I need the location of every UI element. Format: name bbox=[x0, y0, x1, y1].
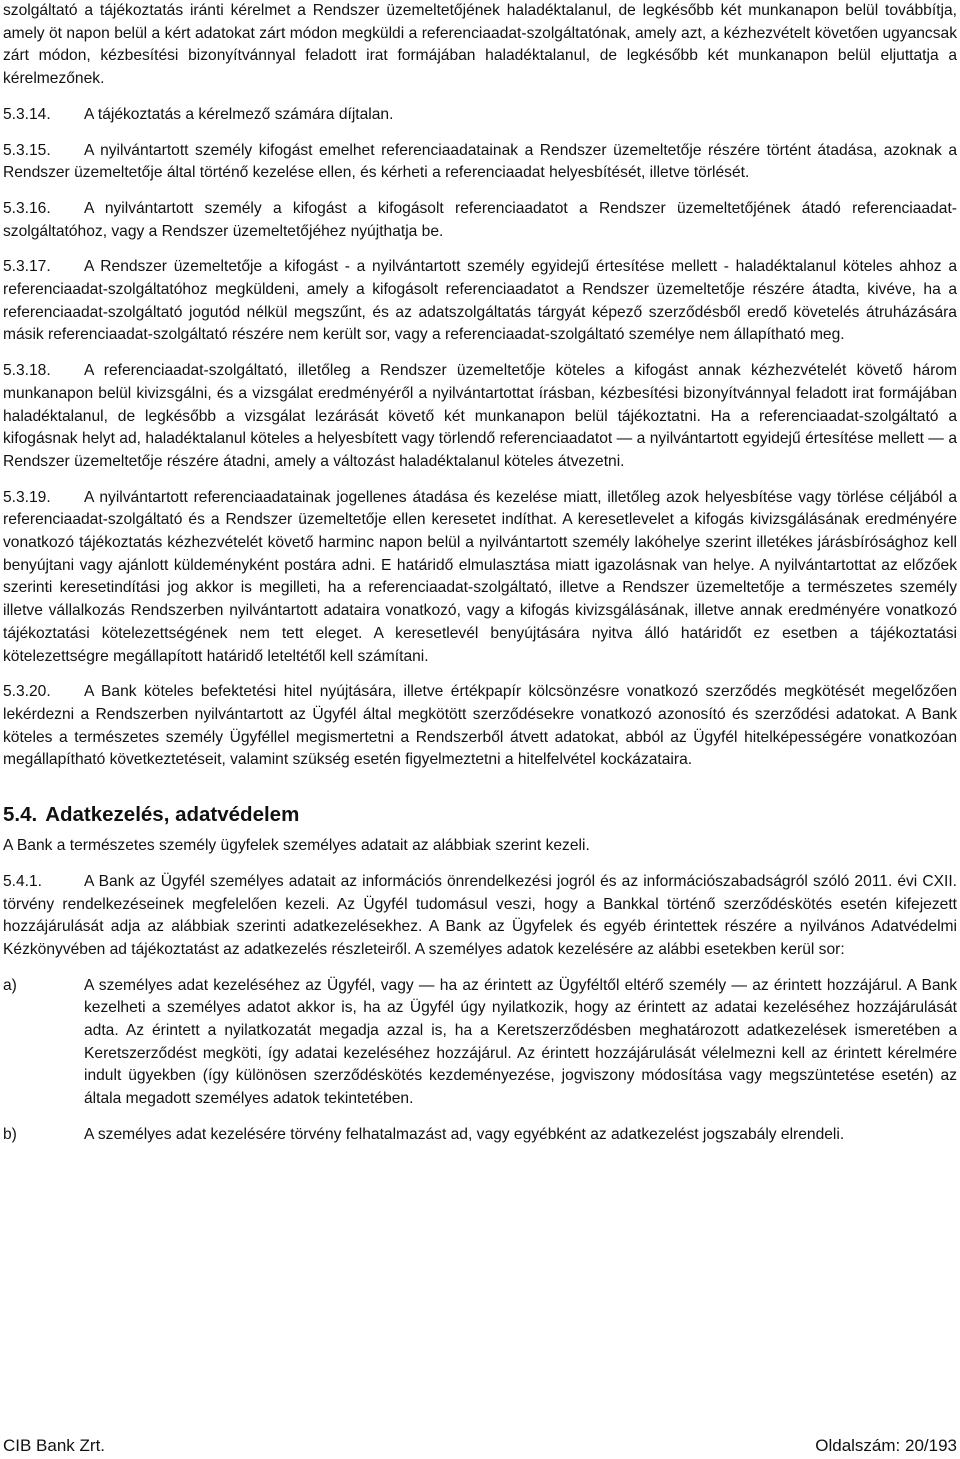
section-title: Adatkezelés, adatvédelem bbox=[45, 803, 300, 827]
footer-company: CIB Bank Zrt. bbox=[3, 1436, 106, 1455]
paragraph-number: 5.3.18. bbox=[3, 362, 51, 380]
paragraph-5-3-17 bbox=[3, 256, 957, 347]
paragraph-5-3-16 bbox=[3, 198, 957, 243]
paragraph-number: 5.3.20. bbox=[3, 683, 51, 701]
page-footer bbox=[3, 1435, 957, 1457]
paragraph-5-3-14 bbox=[3, 104, 957, 127]
paragraph-5-3-15 bbox=[3, 140, 957, 185]
paragraph-5-3-18 bbox=[3, 360, 957, 474]
list-item-text: A személyes adat kezeléséhez az Ügyfél, vagy — ha az érintett az Ügyféltől eltérő személy — az érintett hozzájárul. A Bank kezelheti a személyes adatot akkor is, ha az Ügyfél úgy nyilatkozik, hogy az érintett az adatai kezeléséhez hozzájárulását adta. Az érintett a nyilatkozatát megadja azzal is, ha a Keretszerződésben meghatározott adatkezelések ismeretében a Keretszerződést megköti, így adatai kezeléséhez hozzájárul. Az érintett hozzájárulását vélelmezni kell az érintett kérelmére indult ügyekben (így különösen szerződéskötés kezdeményezése, jogviszony módosítása vagy megszüntetése esetén) az általa megadott személyes adatok tekintetében. bbox=[84, 976, 957, 1108]
section-number: 5.4. bbox=[3, 803, 38, 827]
list-item-text: A személyes adat kezelésére törvény felhatalmazást ad, vagy egyébként az adatkezelést jogszabály elrendeli. bbox=[84, 1125, 845, 1143]
document-page bbox=[3, 0, 957, 1147]
paragraph-continuation: szolgáltató a tájékoztatás iránti kérelmet a Rendszer üzemeltetőjének haladéktalanul, de legkésőbb két munkanapon belül továbbítja, amely öt napon belül a kért adatokat zárt módon megküldi a referenciaadat-szolgáltatónak, amely azt, a kézhezvételt követően ugyancsak zárt módon, kézbesítési bizonyítvánnyal feladott irat formájában haladéktalanul, de legkésőbb két munkanapon belül eljuttatja a kérelmezőnek. bbox=[3, 2, 957, 88]
paragraph-text: A referenciaadat-szolgáltató, illetőleg a Rendszer üzemeltetője köteles a kifogást annak kézhezvételét követő három munkanapon belül kivizsgálni, és a vizsgálat eredményéről a nyilvántartottat írásban, kézbesítési bizonyítvánnyal feladott irat formájában haladéktalanul, de legkésőbb a vizsgálat lezárását követő két munkanapon belül tájékoztatni. Ha a referenciaadat-szolgáltató a kifogásnak helyt ad, haladéktalanul köteles a helyesbített vagy törlendő referenciaadatot — a nyilvántartott egyidejű értesítése mellett — a Rendszer üzemeltetője részére átadni, amely a változást haladéktalanul köteles átvezetni. bbox=[3, 362, 957, 470]
footer-page-number: Oldalszám: 20/193 bbox=[815, 1436, 957, 1455]
paragraph-text: A nyilvántartott személy kifogást emelhet referenciaadatainak a Rendszer üzemeltetője részére történt átadása, azoknak a Rendszer üzemeltetője által történő kezelése ellen, és kérheti a referenciaadat helyesbítését, illetve törlését. bbox=[3, 141, 957, 182]
paragraph-5-4-1 bbox=[3, 871, 957, 962]
paragraph-5-3-19 bbox=[3, 487, 957, 669]
paragraph-number: 5.3.16. bbox=[3, 199, 51, 217]
paragraph-number: 5.4.1. bbox=[3, 872, 43, 890]
list-marker: a) bbox=[3, 976, 17, 994]
paragraph-text: A Bank köteles befektetési hitel nyújtására, illetve értékpapír kölcsönzésre vonatkozó szerződés megkötését megelőzően lekérdezni a Rendszerben nyilvántartott az Ügyfél által megkötött szerződésekre vonatkozó azonosító és szerződési adatokat. A Bank köteles a természetes személy Ügyféllel megismertetni a Rendszerből átvett adatokat, abból az Ügyfél hitelképességére vonatkozóan megállapítható következtetéseit, valamint szükség esetén figyelmeztetni a hitelfelvétel kockázataira. bbox=[3, 683, 957, 769]
paragraph-text: A nyilvántartott személy a kifogást a kifogásolt referenciaadatot a Rendszer üzemeltetőjének átadó referenciaadat-szolgáltatóhoz, vagy a Rendszer üzemeltetőjéhez nyújthatja be. bbox=[3, 199, 957, 240]
list-marker: b) bbox=[3, 1125, 17, 1143]
paragraph-text: A nyilvántartott referenciaadatainak jogellenes átadása és kezelése miatt, illetőleg azok helyesbítése vagy törlése céljából a referenciaadat-szolgáltató és a Rendszer üzemeltetője ellen keresetet indíthat. A keresetlevelet a kifogás kivizsgálásának eredményére vonatkozó tájékoztatás kézhezvételét követő harminc napon belül a nyilvántartott személy lakóhelye szerint illetékes járásbírósághoz kell benyújtani vagy ajánlott küldeményként postára adni. E határidő elmulasztása miatt igazolásnak van helye. A nyilvántartottat az előzőek szerinti keresetindítási jog akkor is megilleti, ha a referenciaadat-szolgáltató, illetve a Rendszer üzemeltetője a természetes személy illetve vállalkozás Rendszerben nyilvántartott adataira vonatkozó, vagy a kifogás kivizsgálásának, illetve annak eredményére vonatkozó tájékoztatási kötelezettségének nem tett eleget. A keresetlevél benyújtására nyitva álló határidőt ez esetben a tájékoztatási kötelezettségre megállapított határidő leteltétől kell számítani. bbox=[3, 488, 957, 665]
paragraph-text: A Bank az Ügyfél személyes adatait az információs önrendelkezési jogról és az információszabadságról szóló 2011. évi CXII. törvény rendelkezéseinek megfelelően kezeli. Az Ügyfél tudomásul veszi, hogy a Bankkal történő szerződéskötés esetén kifejezett hozzájárulását adja az alábbiak szerinti adatkezelésekhez. A Bank az Ügyfelek és egyéb érintettek részére a nyilvános Adatvédelmi Kézkönyvében ad tájékoztatást az adatkezelés részleteiről. A személyes adatok kezelésére az alábbi esetekben kerül sor: bbox=[3, 872, 957, 958]
list-item bbox=[3, 1124, 957, 1147]
paragraph-number: 5.3.19. bbox=[3, 488, 51, 506]
section-intro: A Bank a természetes személy ügyfelek személyes adatait az alábbiak szerint kezeli. bbox=[3, 837, 590, 855]
paragraph-5-3-20 bbox=[3, 681, 957, 772]
paragraph-number: 5.3.15. bbox=[3, 141, 51, 159]
list-item bbox=[3, 975, 957, 1111]
paragraph-text: A Rendszer üzemeltetője a kifogást - a nyilvántartott személy egyidejű értesítése mellett - haladéktalanul köteles ahhoz a referenciaadat-szolgáltatóhoz megküldeni, amely a kifogásolt referenciaadatot a Rendszer üzemeltetője részére átadta, kivéve, ha a referenciaadat-szolgáltató jogutód nélkül megszűnt, és az adatszolgáltatás tárgyát képező szerződésből eredő követelés átruházására másik referenciaadat-szolgáltató részére nem került sor, vagy a referenciaadat-szolgáltató személye nem állapítható meg. bbox=[3, 258, 957, 344]
paragraph-number: 5.3.14. bbox=[3, 105, 51, 123]
section-heading bbox=[3, 802, 957, 828]
paragraph-number: 5.3.17. bbox=[3, 258, 51, 276]
paragraph-text: A tájékoztatás a kérelmező számára díjtalan. bbox=[84, 105, 394, 123]
